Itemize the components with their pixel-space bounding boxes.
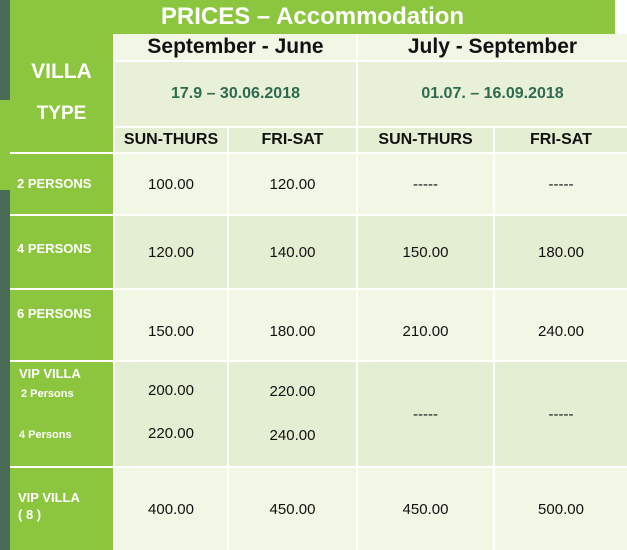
vip-sub-label-4-persons: 4 Persons [19, 429, 72, 441]
vip-villa-label: VIP VILLA [19, 366, 81, 381]
page-title: PRICES – Accommodation [10, 0, 615, 34]
price-cell: 450.00 [229, 468, 356, 550]
column-header-fri-sat: FRI-SAT [495, 128, 627, 152]
price-cell: 220.00 [148, 425, 194, 442]
period-header-2: July - September [358, 34, 627, 60]
price-cell: ----- [495, 154, 627, 214]
column-header-fri-sat: FRI-SAT [229, 128, 356, 152]
vip-villa-8-label: VIP VILLA [18, 490, 80, 505]
strip-segment [0, 0, 10, 100]
column-header-sun-thurs: SUN-THURS [115, 128, 227, 152]
row-label-6-persons: 6 PERSONS [10, 290, 113, 360]
price-cell: 150.00 [115, 290, 227, 360]
vip-sub-label-2-persons: 2 Persons [21, 388, 74, 400]
price-cell: ----- [358, 362, 493, 466]
strip-segment [0, 100, 10, 190]
row-label-vip-villa-8 [10, 468, 113, 550]
price-cell: 180.00 [495, 216, 627, 288]
price-cell-group [115, 362, 227, 466]
villa-header-line2: TYPE [36, 103, 87, 124]
price-cell-group [229, 362, 356, 466]
price-cell: 500.00 [495, 468, 627, 550]
villa-type-header [10, 34, 113, 152]
period-header-1: September - June [115, 34, 356, 60]
period-dates-1: 17.9 – 30.06.2018 [115, 62, 356, 126]
column-header-sun-thurs: SUN-THURS [358, 128, 493, 152]
price-cell: 400.00 [115, 468, 227, 550]
price-cell: 140.00 [229, 216, 356, 288]
price-cell: 150.00 [358, 216, 493, 288]
price-table [10, 34, 627, 550]
price-cell: ----- [495, 362, 627, 466]
villa-header-line1: VILLA [31, 60, 92, 83]
strip-segment [0, 190, 10, 550]
row-label-2-persons: 2 PERSONS [10, 154, 113, 214]
left-decorative-strip [0, 0, 10, 550]
price-cell: 180.00 [229, 290, 356, 360]
price-cell: 100.00 [115, 154, 227, 214]
vip-villa-8-capacity: ( 8 ) [18, 507, 42, 522]
price-cell: ----- [358, 154, 493, 214]
price-cell: 120.00 [229, 154, 356, 214]
price-cell: 450.00 [358, 468, 493, 550]
row-label-4-persons: 4 PERSONS [10, 216, 113, 288]
row-label-vip-villa [10, 362, 113, 466]
price-cell: 210.00 [358, 290, 493, 360]
price-cell: 200.00 [148, 382, 194, 399]
price-cell: 240.00 [495, 290, 627, 360]
price-cell: 220.00 [269, 383, 316, 400]
period-dates-2: 01.07. – 16.09.2018 [358, 62, 627, 126]
price-cell: 240.00 [269, 427, 316, 444]
price-cell: 120.00 [115, 216, 227, 288]
